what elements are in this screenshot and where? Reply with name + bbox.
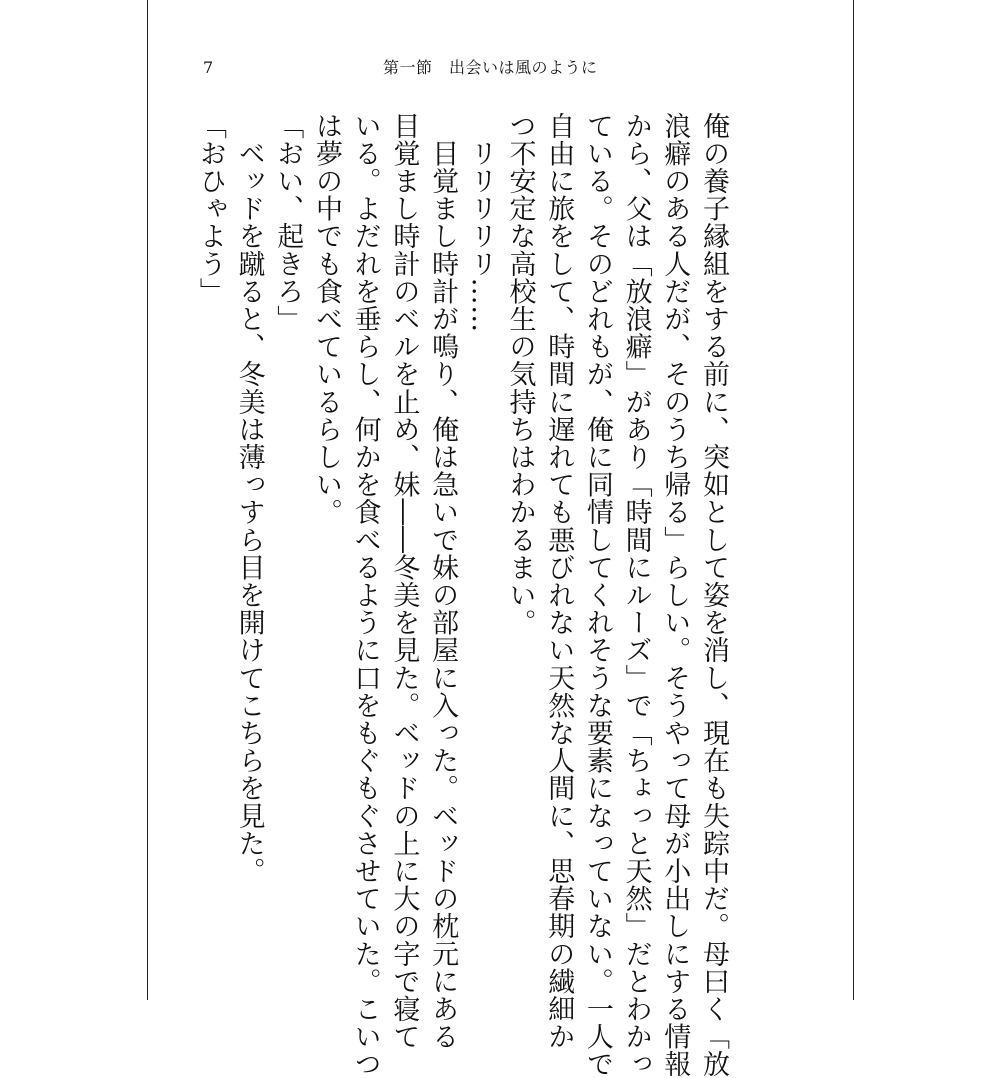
- running-head: 第一節 出会いは風のように: [383, 58, 598, 77]
- text-line: 目覚まし時計が鳴り、俺は急いで妹の部屋に入った。ベッドの枕元にある: [427, 112, 459, 1051]
- text-line: 目覚まし時計のベルを止め、妹――冬美を見た。ベッドの上に大の字で寝て: [388, 112, 420, 1051]
- text-line: から、父は「放浪癖」があり「時間にルーズ」で「ちょっと天然」だとわかっ: [620, 112, 652, 1078]
- text-line: 俺の養子縁組をする前に、突如として姿を消し、現在も失踪中だ。母曰く「放: [698, 112, 729, 1078]
- text-line: 浪癖のある人だが、そのうち帰る」らしい。そうやって母が小出しにする情報: [659, 112, 691, 1078]
- text-line: は夢の中でも食べているらしい。: [310, 112, 342, 526]
- right-margin-rule: [853, 0, 854, 1000]
- text-line: 「おい、起きろ」: [272, 112, 304, 333]
- body-text: [190, 112, 732, 1078]
- text-line: つ不安定な高校生の気持ちはわかるまい。: [504, 112, 536, 637]
- text-line: ベッドを蹴ると、冬美は薄っすら目を開けてこちらを見た。: [233, 112, 265, 885]
- text-line: 自由に旅をして、時間に遅れても悪びれない天然な人間に、思春期の繊細か: [543, 112, 575, 1051]
- text-line: ている。そのどれもが、俺に同情してくれそうな要素になっていない。一人で: [581, 112, 613, 1078]
- text-line: 「おひゃよう」: [194, 112, 226, 306]
- text-line: いる。よだれを垂らし、何かを食べるように口をもぐもぐさせていた。こいつ: [349, 112, 381, 1078]
- text-line: リリリリリ……: [465, 112, 497, 333]
- left-margin-rule: [147, 0, 148, 1000]
- page-number: 7: [203, 58, 214, 77]
